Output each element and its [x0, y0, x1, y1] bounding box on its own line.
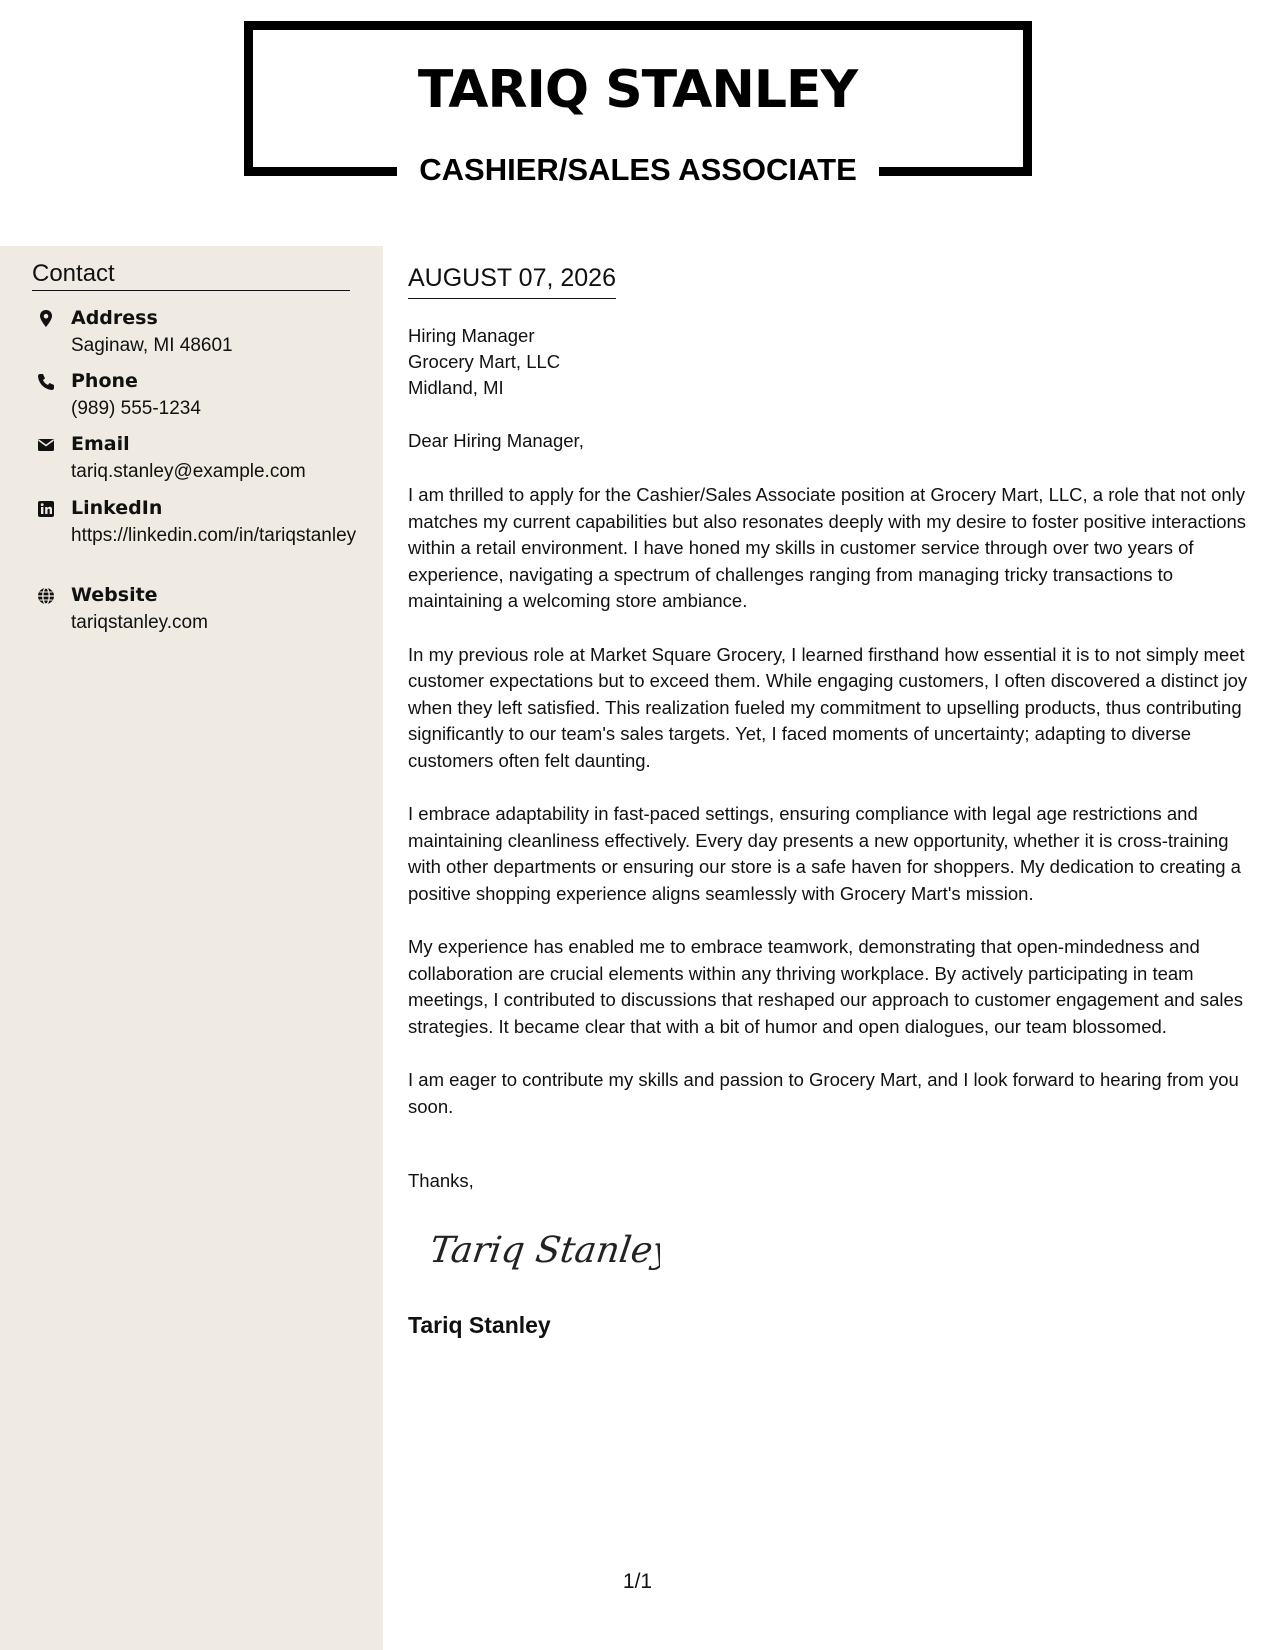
- linkedin-value[interactable]: https://linkedin.com/in/tariqstanley: [71, 525, 357, 546]
- sidebar: [0, 246, 383, 1650]
- globe-icon: [36, 586, 56, 606]
- contact-heading: Contact: [32, 260, 350, 291]
- body-paragraph: In my previous role at Market Square Grocery, I learned firsthand how essential it is to not simply meet customer expectations but to exceed them. While engaging customers, I often discovered a distinct joy when they left satisfied. This realization fueled my commitment to upselling products, thus contributing significantly to our team's sales targets. Yet, I faced moments of uncertainty; adapting to diverse customers often felt daunting.: [408, 643, 1248, 771]
- email-value[interactable]: tariq.stanley@example.com: [71, 461, 306, 482]
- recipient-block: [408, 323, 560, 401]
- linkedin-label: LinkedIn: [71, 497, 163, 519]
- email-label: Email: [71, 433, 130, 455]
- page-indicator: 1/1: [622, 1570, 653, 1593]
- job-title-container: [397, 150, 879, 190]
- recipient-location: Midland, MI: [408, 377, 504, 398]
- body-paragraph: My experience has enabled me to embrace teamwork, demonstrating that open-mindedness and collaboration are crucial elements within any thriving workplace. By actively participating in team meetings, I contributed to discussions that reshaped our approach to customer engagement and sales strategies. It became clear that with a bit of humor and open dialogues, our team blossomed.: [408, 936, 1244, 1037]
- letter-date: AUGUST 07, 2026: [408, 264, 616, 299]
- body-paragraph: I am eager to contribute my skills and passion to Grocery Mart, and I look forward to hearing from you soon.: [408, 1069, 1239, 1117]
- body-paragraph: I am thrilled to apply for the Cashier/Sales Associate position at Grocery Mart, LLC, a role that not only matches my current capabilities but also resonates deeply with my desire to foster positive interactions within a retail environment. I have honed my skills in customer service through over two years of experience, navigating a spectrum of challenges ranging from managing tricky transactions to maintaining a welcoming store ambiance.: [408, 484, 1247, 611]
- recipient-title: Hiring Manager: [408, 325, 535, 346]
- signature-text: Tariq Stanley: [430, 1228, 660, 1271]
- phone-icon: [36, 372, 56, 392]
- recipient-company: Grocery Mart, LLC: [408, 351, 561, 372]
- body-paragraph: I embrace adaptability in fast-paced settings, ensuring compliance with legal age restrictions and maintaining cleanliness effectively. Every day presents a new opportunity, whether it is cross-training with other departments or ensuring our store is a safe haven for shoppers. My dedication to creating a positive shopping experience aligns seamlessly with Grocery Mart's mission.: [408, 803, 1241, 904]
- applicant-name: TARIQ STANLEY: [417, 60, 858, 120]
- salutation: Dear Hiring Manager,: [408, 430, 584, 451]
- address-value: Saginaw, MI 48601: [71, 335, 233, 356]
- letter-body: [408, 482, 1248, 1147]
- signer-name: Tariq Stanley: [408, 1312, 551, 1338]
- job-title: CASHIER/SALES ASSOCIATE: [419, 152, 857, 187]
- phone-value: (989) 555-1234: [71, 398, 201, 419]
- phone-label: Phone: [71, 370, 138, 392]
- location-pin-icon: [36, 309, 56, 329]
- envelope-icon: [36, 435, 56, 455]
- handwritten-signature: [430, 1222, 660, 1282]
- website-value[interactable]: tariqstanley.com: [71, 612, 208, 633]
- address-label: Address: [71, 307, 158, 329]
- linkedin-icon: [36, 499, 56, 519]
- website-label: Website: [71, 584, 158, 606]
- closing: Thanks,: [408, 1170, 474, 1191]
